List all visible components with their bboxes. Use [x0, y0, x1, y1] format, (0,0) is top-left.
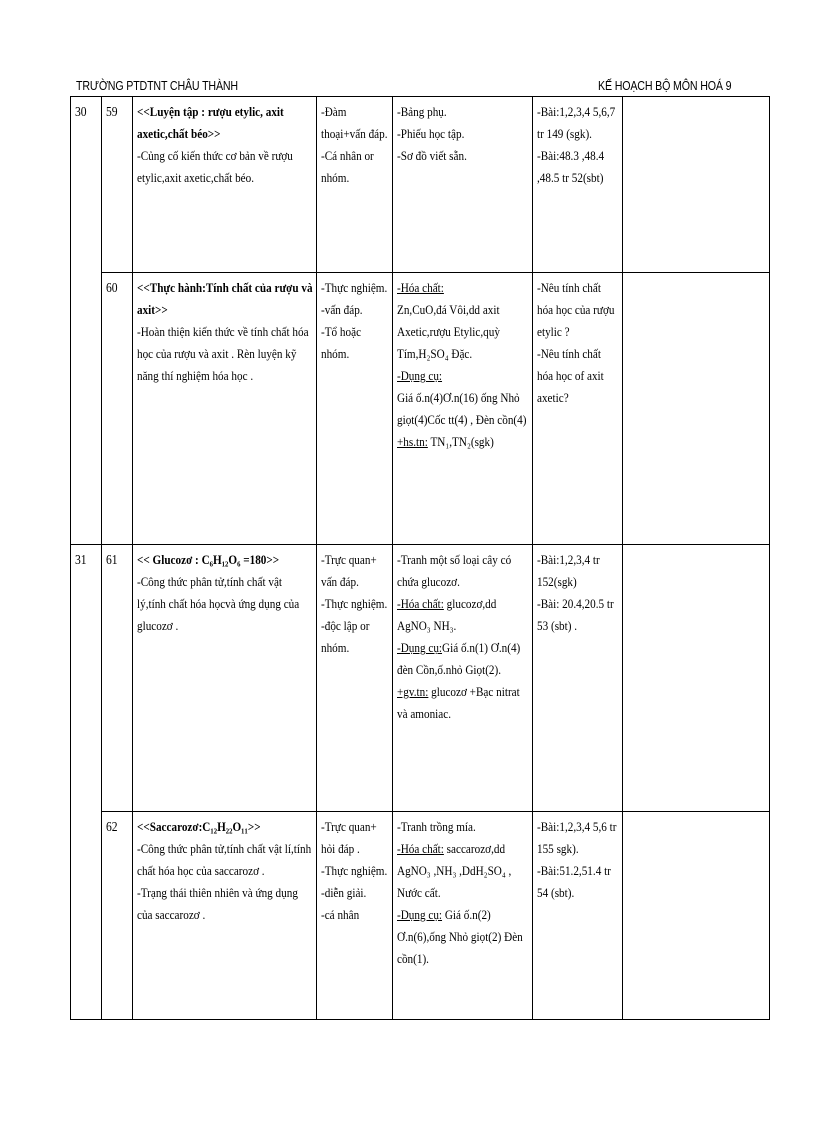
exercise-item: -Bài:1,2,3,4 5,6,7 tr 149 (sgk).: [537, 104, 616, 141]
method-item: -Thực nghiệm.: [321, 862, 388, 878]
lesson-cell: [102, 545, 132, 811]
lesson-objective: -Công thức phân tử,tính chất vật lý,tính chất hóa họcvà ứng dụng của glucozơ .: [136, 574, 299, 634]
note-cell: [622, 97, 769, 273]
lesson-title: << Glucozơ : C₆H₁₂O₆ =180>>: [136, 552, 279, 568]
exercise-item: -Bài:51.2,51.4 tr 54 (sbt).: [537, 862, 612, 900]
lesson-number: 60: [106, 280, 118, 296]
exercise-item: -Nêu tính chất hóa học of axit axetic?: [537, 346, 604, 406]
method-item: -Tổ hoặc nhóm.: [321, 324, 362, 362]
lesson-cell: [102, 811, 132, 1019]
lesson-objective: -Củng cố kiến thức cơ bản về rượu etylic,axit axetic,chất béo.: [136, 148, 293, 185]
prep-item: +gv.tn: glucozơ +Bạc nitrat và amoniac.: [397, 684, 521, 722]
table-row: [71, 273, 770, 545]
prep-label: -Dụng cụ:: [397, 640, 443, 656]
prep-item: -Bảng phụ.: [397, 104, 448, 119]
prep-label: +hs.tn:: [397, 434, 429, 450]
prep-cell: [393, 273, 533, 545]
method-cell: [317, 545, 393, 811]
prep-label: -Hóa chất:: [397, 280, 445, 296]
school-name: TRƯỜNG PTDTNT CHÂU THÀNH: [76, 78, 238, 93]
exercise-item: -Bài:48.3 ,48.4 ,48.5 tr 52(sbt): [537, 148, 605, 185]
week-cell: [71, 545, 102, 811]
week-cell: [71, 97, 102, 273]
table-row: [71, 97, 770, 273]
method-item: -vấn đáp.: [321, 302, 363, 318]
table-row: [71, 545, 770, 811]
method-cell: [317, 97, 393, 273]
prep-item: -Phiếu học tập.: [397, 126, 465, 141]
prep-cell: [393, 811, 533, 1019]
prep-item: [397, 277, 528, 299]
content-cell: [132, 811, 317, 1019]
week-cell: [71, 811, 102, 1019]
prep-label: -Hóa chất:: [397, 596, 445, 612]
prep-item: -Tranh một số loại cây có chứa glucozơ.: [397, 552, 512, 590]
prep-item: -Dụng cụ: Giá ố.n(2) Ơ.n(6),ống Nhỏ giọt(2) Đèn cồn(1).: [397, 906, 524, 966]
lesson-title: <<Luyện tập : rượu etylic, axit axetic,chất béo>>: [136, 104, 284, 141]
prep-item: -Hóa chất: glucozơ,dd AgNO₃ NH₃.: [397, 596, 497, 634]
exercise-cell: [533, 545, 623, 811]
lesson-cell: [102, 97, 132, 273]
table-row: [71, 811, 770, 1019]
method-item: -Đàm thoại+vấn đáp.: [321, 104, 388, 141]
lesson-objective: -Trạng thái thiên nhiên và ứng dụng của saccarozơ .: [136, 884, 298, 922]
prep-label: -Hóa chất:: [397, 840, 445, 856]
exercise-cell: [533, 811, 623, 1019]
prep-item: [397, 365, 528, 387]
method-item: -cá nhân: [321, 906, 360, 922]
exercise-item: -Bài: 20.4,20.5 tr 53 (sbt) .: [537, 596, 614, 634]
lesson-cell: [102, 273, 132, 545]
exercise-item: -Bài:1,2,3,4 5,6 tr 155 sgk).: [537, 818, 617, 856]
method-cell: [317, 273, 393, 545]
lesson-number: 61: [106, 552, 118, 568]
method-item: -Thực nghiệm.: [321, 596, 388, 612]
prep-label: +gv.tn:: [397, 684, 429, 700]
method-item: -Trực quan+ hỏi đáp .: [321, 818, 377, 856]
prep-item: -Hóa chất: saccarozơ,dd AgNO₃ ,NH₃ ,DdH₂SO₄ , Nước cất.: [397, 840, 512, 900]
note-cell: [622, 273, 769, 545]
prep-item: -Sơ đồ viết sẵn.: [397, 148, 468, 163]
note-cell: [622, 545, 769, 811]
lesson-objective: -Công thức phân tử,tính chất vật lí,tính chất hóa học của saccarozơ .: [136, 840, 311, 878]
method-item: -Cá nhân or nhóm.: [321, 148, 374, 185]
plan-title: KẾ HOẠCH BỘ MÔN HOÁ 9: [598, 78, 732, 93]
week-cell: [71, 273, 102, 545]
method-cell: [317, 811, 393, 1019]
prep-label: -Dụng cụ:: [397, 906, 443, 922]
lesson-title: <<Saccarozơ:C₁₂H₂₂O₁₁>>: [136, 818, 261, 834]
prep-item: Giá ố.n(4)Ơ.n(16) ống Nhỏ giọt(4)Cốc tt(4) , Đèn cồn(4): [397, 390, 527, 428]
prep-label: -Dụng cụ:: [397, 368, 443, 384]
prep-item: +hs.tn: TN₁,TN₂(sgk): [397, 434, 495, 450]
prep-cell: [393, 97, 533, 273]
method-item: -Trực quan+ vấn đáp.: [321, 552, 377, 590]
prep-item: -Tranh trồng mía.: [397, 818, 477, 834]
exercise-item: -Nêu tính chất hóa học của rượu etylic ?: [537, 280, 615, 340]
prep-cell: [393, 545, 533, 811]
week-number: 31: [75, 552, 87, 568]
lesson-plan-table: [70, 96, 770, 1020]
prep-item: -Dụng cụ:Giá ố.n(1) Ơ.n(4) đèn Cồn,ố.nhỏ Giọt(2).: [397, 640, 521, 678]
exercise-item: -Bài:1,2,3,4 tr 152(sgk): [537, 552, 600, 590]
prep-item: Zn,CuO,đá Vôi,dd axit Axetic,rượu Etylic,quỳ Tím,H₂SO₄ Đặc.: [397, 302, 501, 362]
exercise-cell: [533, 97, 623, 273]
exercise-cell: [533, 273, 623, 545]
method-item: -diễn giải.: [321, 884, 367, 900]
content-cell: [132, 97, 317, 273]
content-cell: [132, 545, 317, 811]
week-number: 30: [75, 104, 87, 119]
content-cell: [132, 273, 317, 545]
lesson-number: 62: [106, 818, 118, 834]
note-cell: [622, 811, 769, 1019]
lesson-title: <<Thực hành:Tính chất của rượu và axit>>: [136, 280, 313, 318]
lesson-number: 59: [106, 104, 118, 119]
method-item: -độc lập or nhóm.: [321, 618, 370, 656]
lesson-objective: -Hoàn thiện kiến thức về tính chất hóa học của rượu và axit . Rèn luyện kỹ năng thí nghiệm hóa học .: [136, 324, 309, 384]
method-item: -Thực nghiệm.: [321, 280, 388, 296]
